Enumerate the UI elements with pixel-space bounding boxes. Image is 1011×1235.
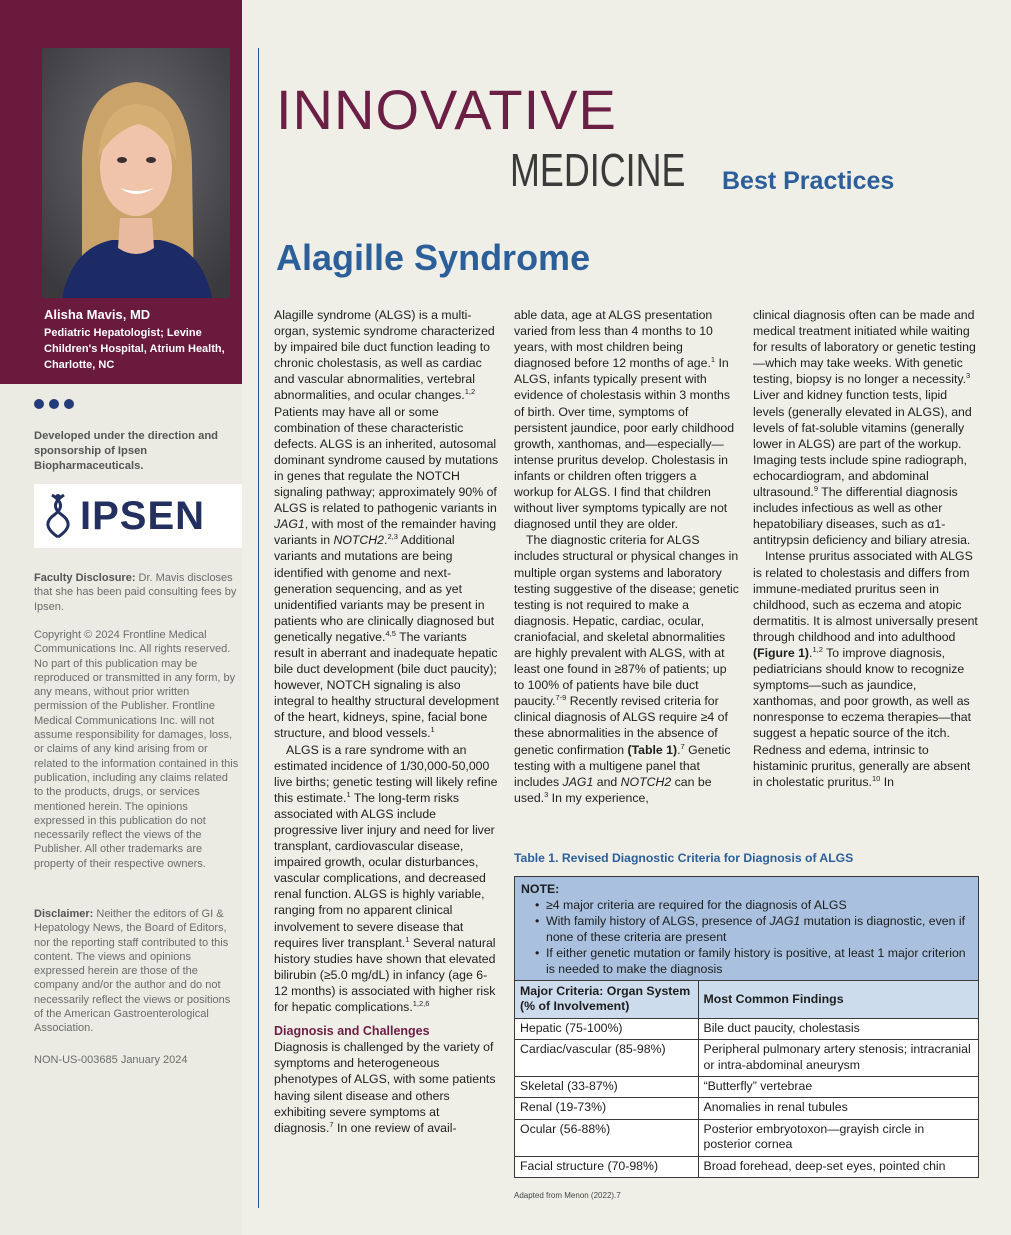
table-row (515, 1040, 978, 1077)
ipsen-logo (34, 484, 242, 548)
author-name: Alisha Mavis, MD (44, 307, 151, 322)
document-code: NON-US-003685 January 2024 (34, 1054, 188, 1066)
copyright-text: Copyright © 2024 Frontline Medical Communications Inc. All rights reserved. No part of this publication may be reproduced or transmitted in any form, by any means, without prior written permission of the Publisher. Frontline Medical Communications Inc. will not assume responsibility for damages, loss, or claims of any kind arising from or related to the information contained in this publication, including any claims related to the products, drugs, or services mentioned herein. The opinions expressed in this publication do not necessarily reflect the views of the Publisher. All other trademarks are property of their respective owners. (34, 629, 239, 870)
col-header-findings: Most Common Findings (698, 981, 978, 1019)
body-column-1: Alagille syndrome (ALGS) is a multi-organ, systemic syndrome characterized by impaired bile duct function leading to chronic cholestasis, as well as cardiac and vascular abnormalities, vertebral abnormalities, and ocular changes.$^{1,2}$ Patients may have all or some combination of these characteristic defects. ALGS is an inherited, autosomal dominant syndrome caused by mutations in genes that regulate the NOTCH signaling pathway; approximately 90% of ALGS is related to pathogenic variants in JAG1, with most of the remainder having variants in NOTCH2.$^{2,3}$ Additional variants and mutations are being identified with genome and next-generation sequencing, and as yet unidentified variants may be present in patients who are clinically diagnosed but genetically negative.$^{4,5}$ The variants result in aberrant and inadequate hepatic bile duct development (bile duct paucity); however, NOTCH signaling is also integral to healthy structural development of the heart, kidneys, spine, facial bone structure, and blood vessels.$^1$ ALGS is a rare syndrome with an estimated incidence of 1/30,000-50,000 live births; genetic testing will likely refine this estimate.$^1$ The long-term risks associated with ALGS include progressive liver injury and need for liver transplant, cardiovascular disease, impaired growth, ocular disturbances, vascular complications, and decreased renal function. ALGS is highly variable, ranging from no apparent clinical involvement to severe disease that requires liver transplant.$^1$ Several natural history studies have shown that elevated bilirubin (≥5.0 mg/dL) in infancy (age 6-12 months) is associated with higher risk for hepatic complications.$^{1,2,6}$ Diagnosis and Challenges Diagnosis is challenged by the variety of symptoms and heterogeneous phenotypes of ALGS, with some patients having silent disease and others exhibiting severe symptoms at diagnosis.$^7$ In one review of avail- (274, 308, 499, 1135)
ipsen-helix-icon (42, 491, 76, 541)
table-row (515, 1077, 978, 1098)
finding-cell: Broad forehead, deep-set eyes, pointed chin (698, 1156, 978, 1177)
table-row (515, 1119, 978, 1156)
body-column-2: able data, age at ALGS presentation varied from less than 4 months to 10 years, with most children being diagnosed before 12 months of age.$^1$ In ALGS, infants typically present with evidence of cholestasis within 3 months of birth. Over time, symptoms of persistent jaundice, poor early childhood growth, xanthomas, and—especially—intense pruritus develop. Cholestasis in infants or children often triggers a workup for ALGS. I find that children without liver symptoms typically are not diagnosed until they are older. The diagnostic criteria for ALGS includes structural or physical changes in multiple organ systems and laboratory testing suggestive of the disease; genetic testing is not required to make a diagnosis. Hepatic, cardiac, ocular, craniofacial, and skeletal abnormalities are highly prevalent with ALGS, with at least one found in ≥87% of patients; up to 100% of patients have bile duct paucity.$^{7-9}$ Recently revised criteria for clinical diagnosis of ALGS require ≥4 of these abnormalities in the absence of genetic confirmation (Table 1).$^7$ Genetic testing with a multigene panel that includes JAG1 and NOTCH2 can be used.$^3$ In my experience, (514, 308, 739, 805)
disclosure-label: Faculty Disclosure: (34, 572, 136, 584)
sidebar (0, 0, 242, 1235)
table-note (515, 877, 978, 980)
author-photo (42, 48, 230, 298)
table-row (515, 1156, 978, 1177)
organ-cell: Skeletal (33-87%) (515, 1077, 698, 1098)
faculty-disclosure (34, 571, 240, 614)
organ-cell: Hepatic (75-100%) (515, 1018, 698, 1039)
table-header-row (515, 981, 978, 1019)
dots-divider-icon (34, 399, 74, 409)
author-info (44, 307, 234, 373)
finding-cell: Posterior embryotoxon—grayish circle in posterior cornea (698, 1119, 978, 1156)
criteria-table (514, 876, 979, 1178)
finding-cell: Bile duct paucity, cholestasis (698, 1018, 978, 1039)
disclaimer (34, 907, 240, 1036)
body-column-3: clinical diagnosis often can be made and medical treatment initiated while waiting for results of laboratory or genetic testing—which may take weeks. With genetic testing, biopsy is no longer a necessity.$^3$ Liver and kidney function tests, lipid levels (generally elevated in ALGS), and levels of fat-soluble vitamins (generally lower in ALGS) are part of the workup. Imaging tests include spine radiograph, echocardiogram, and abdominal ultrasound.$^9$ The differential diagnosis includes infectious as well as other hepatobiliary diseases, such as α1-antitrypsin deficiency and biliary atresia. Intense pruritus associated with ALGS is related to cholestasis and differs from immune-mediated pruritus seen in childhood, such as eczema and atopic dermatitis. It is almost universally present through childhood and into adulthood (Figure 1).$^{1,2}$ To improve diagnosis, pediatricians should know to recognize symptoms—such as jaundice, xanthomas, and poor growth, as well as nonresponse to eczema therapies—that suggest a hepatic source of the itch. Redness and edema, intrinsic to histaminic pruritus, generally are absent in cholestatic pruritus.$^{10}$ In (753, 308, 978, 789)
finding-cell: Anomalies in renal tubules (698, 1098, 978, 1119)
author-panel (0, 0, 242, 384)
sponsor-text: Developed under the direction and sponsorship of Ipsen Biopharmaceuticals. (34, 430, 218, 472)
masthead-best-practices: Best Practices (722, 167, 895, 195)
note-item: • With family history of ALGS, presence of JAG1 mutation is diagnostic, even if none of these criteria are present (535, 913, 972, 945)
organ-cell: Facial structure (70-98%) (515, 1156, 698, 1177)
disclosure-text: Dr. Mavis discloses that she has been paid consulting fees by Ipsen. (34, 572, 237, 613)
author-title: Pediatric Hepatologist; Levine Children's Hospital, Atrium Health, Charlotte, NC (44, 327, 225, 371)
organ-cell: Ocular (56-88%) (515, 1119, 698, 1156)
section-heading: Diagnosis and Challenges (274, 1024, 430, 1039)
disclaimer-label: Disclaimer: (34, 908, 94, 920)
column-rule (258, 48, 259, 1208)
col-header-organ: Major Criteria: Organ System (% of Involvement) (515, 981, 698, 1019)
organ-cell: Renal (19-73%) (515, 1098, 698, 1119)
note-item: • If either genetic mutation or family history is positive, at least 1 major criterion is needed to make the diagnosis (535, 945, 972, 977)
masthead-innovative: INNOVATIVE (276, 78, 617, 141)
disclaimer-text: Neither the editors of GI & Hepatology News, the Board of Editors, nor the reporting staff contributed to this content. The views and opinions expressed herein are those of the company and/or the author and do not necessarily reflect the views or positions of the American Gastroenterological Association. (34, 908, 231, 1035)
article-title: Alagille Syndrome (276, 237, 591, 278)
table-source: Adapted from Menon (2022).7 (514, 1191, 621, 1200)
organ-cell: Cardiac/vascular (85-98%) (515, 1040, 698, 1077)
finding-cell: Peripheral pulmonary artery stenosis; intracranial or intra-abdominal aneurysm (698, 1040, 978, 1077)
table-title: Table 1. Revised Diagnostic Criteria for Diagnosis of ALGS (514, 851, 854, 865)
masthead-medicine: MEDICINE (510, 144, 686, 196)
note-label: NOTE: (521, 882, 560, 896)
table-row (515, 1018, 978, 1039)
finding-cell: “Butterfly” vertebrae (698, 1077, 978, 1098)
table-row (515, 1098, 978, 1119)
note-item: • ≥4 major criteria are required for the diagnosis of ALGS (535, 897, 972, 913)
logo-wordmark: IPSEN (80, 493, 206, 538)
